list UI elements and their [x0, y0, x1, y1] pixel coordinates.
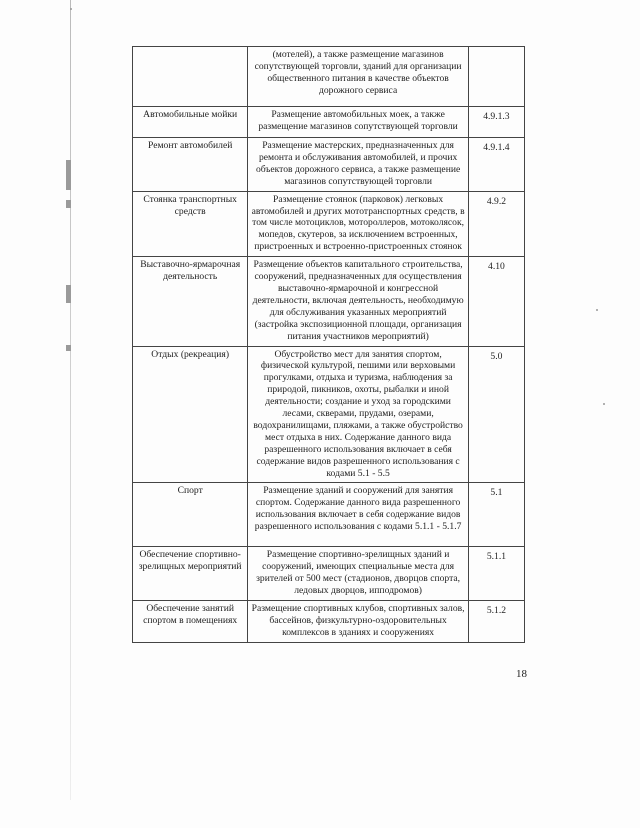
table-row — [133, 138, 525, 192]
table-row — [133, 257, 525, 346]
use-name-cell: Выставочно-ярмарочная деятельность — [133, 257, 248, 346]
use-description-cell: Размещение спортивно-зрелищных зданий и сооружений, имеющих специальные места для зрителей от 500 мест (стадионов, дворцов спорта, ледовых дворцов, ипподромов) — [248, 547, 469, 601]
use-description-cell: Обустройство мест для занятия спортом, физической культурой, пешими или верховыми прогулками, отдыха и туризма, наблюдения за природой, пикников, охоты, рыбалки и иной деятельности; создание и уход за городскими лесами, скверами, прудами, озерами, водохранилищами, пляжами, а также обустройство мест отдыха в них. Содержание данного вида разрешенного использования включает в себя содержание видов разрешенного использования с кодами 5.1 - 5.5 — [248, 346, 469, 483]
use-description-cell: Размещение спортивных клубов, спортивных залов, бассейнов, физкультурно-оздоровительных комплексов в зданиях и сооружениях — [248, 601, 469, 643]
use-code-cell: 4.10 — [468, 257, 524, 346]
use-name-cell: Отдых (рекреация) — [133, 346, 248, 483]
land-use-table — [132, 46, 525, 643]
scan-margin-line — [70, 0, 71, 800]
scan-speck — [70, 8, 72, 10]
use-name-cell — [133, 47, 248, 107]
scan-speck — [603, 403, 605, 405]
use-name-cell: Спорт — [133, 483, 248, 547]
table-row — [133, 601, 525, 643]
scan-artifact — [66, 160, 71, 190]
use-description-cell: (мотелей), а также размещение магазинов сопутствующей торговли, зданий для организации общественного питания в качестве объектов дорожного сервиса — [248, 47, 469, 107]
use-description-cell: Размещение стоянок (парковок) легковых автомобилей и других мототранспортных средств, в том числе мотоциклов, мотороллеров, мотоколясок, мопедов, скутеров, за исключением встроенных, пристроенных и встроенно-пристроенных стоянок — [248, 191, 469, 257]
use-description-cell: Размещение зданий и сооружений для занятия спортом. Содержание данного вида разрешенного использования включает в себя содержание видов разрешенного использования с кодами 5.1.1 - 5.1.7 — [248, 483, 469, 547]
use-name-cell: Ремонт автомобилей — [133, 138, 248, 192]
scan-artifact — [66, 200, 71, 208]
use-code-cell — [468, 47, 524, 107]
table-row — [133, 483, 525, 547]
use-code-cell: 5.1 — [468, 483, 524, 547]
use-code-cell: 5.0 — [468, 346, 524, 483]
page-number: 18 — [516, 668, 527, 680]
use-description-cell: Размещение автомобильных моек, а также размещение магазинов сопутствующей торговли — [248, 107, 469, 138]
use-code-cell: 4.9.2 — [468, 191, 524, 257]
use-description-cell: Размещение мастерских, предназначенных для ремонта и обслуживания автомобилей, и прочих объектов дорожного сервиса, а также размещение магазинов сопутствующей торговли — [248, 138, 469, 192]
table-row — [133, 346, 525, 483]
table-row — [133, 547, 525, 601]
use-name-cell: Обеспечение занятий спортом в помещениях — [133, 601, 248, 643]
scan-artifact — [66, 285, 71, 303]
use-code-cell: 4.9.1.3 — [468, 107, 524, 138]
use-name-cell: Обеспечение спортивно-зрелищных мероприятий — [133, 547, 248, 601]
scan-artifact — [66, 345, 71, 351]
use-description-cell: Размещение объектов капитального строительства, сооружений, предназначенных для осуществления выставочно-ярмарочной и конгрессной деятельности, включая деятельность, необходимую для обслуживания указанных мероприятий (застройка экспозиционной площади, организация питания участников мероприятий) — [248, 257, 469, 346]
table-row — [133, 191, 525, 257]
use-name-cell: Автомобильные мойки — [133, 107, 248, 138]
use-code-cell: 5.1.1 — [468, 547, 524, 601]
scan-speck — [596, 309, 598, 311]
table-row — [133, 47, 525, 107]
use-name-cell: Стоянка транспортных средств — [133, 191, 248, 257]
use-code-cell: 5.1.2 — [468, 601, 524, 643]
use-code-cell: 4.9.1.4 — [468, 138, 524, 192]
table-row — [133, 107, 525, 138]
